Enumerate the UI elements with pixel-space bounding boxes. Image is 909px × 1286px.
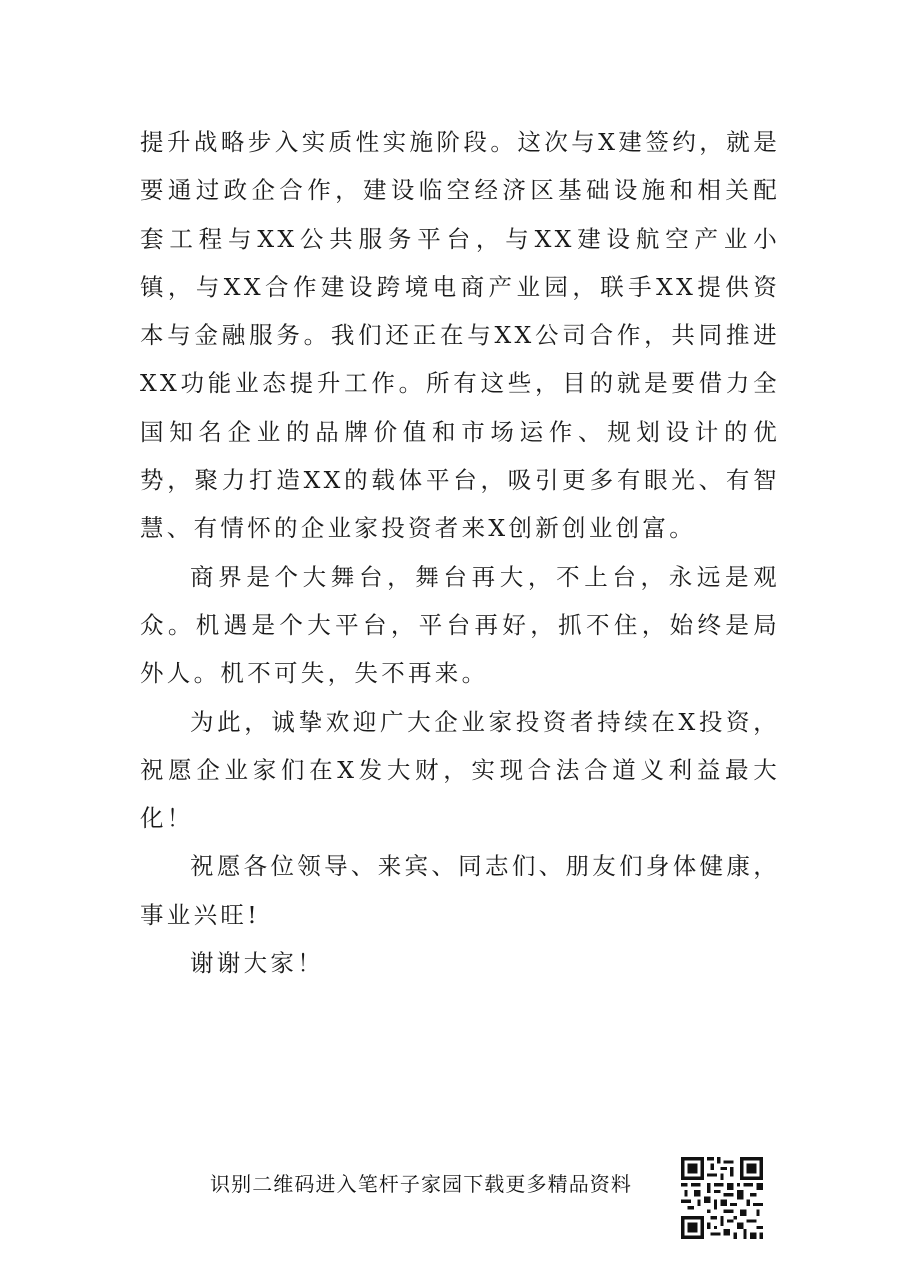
footer xyxy=(0,1150,909,1260)
document-body xyxy=(140,118,780,987)
paragraph-opportunity: 商界是个大舞台，舞台再大，不上台，永远是观众。机遇是个大平台，平台再好，抓不住，始终是局外人。机不可失，失不再来。 xyxy=(140,562,780,688)
paragraph-thanks: 谢谢大家！ xyxy=(190,949,324,978)
paragraph-welcome: 为此，诚挚欢迎广大企业家投资者持续在X投资，祝愿企业家们在X发大财，实现合法合道义利益最大化！ xyxy=(140,707,780,833)
paragraph-wishes: 祝愿各位领导、来宾、同志们、朋友们身体健康，事业兴旺! xyxy=(140,852,780,929)
qr-code-icon[interactable] xyxy=(681,1157,763,1239)
footer-promo-text: 识别二维码进入笔杆子家园下载更多精品资料 xyxy=(210,1172,632,1196)
paragraph-continued: 提升战略步入实质性实施阶段。这次与X建签约，就是要通过政企合作，建设临空经济区基础设施和相关配套工程与XX公共服务平台，与XX建设航空产业小镇，与XX合作建设跨境电商产业园，联手XX提供资本与金融服务。我们还正在与XX公司合作，共同推进XX功能业态提升工作。所有这些，目的就是要借力全国知名企业的品牌价值和市场运作、规划设计的优势，聚力打造XX的载体平台，吸引更多有眼光、有智慧、有情怀的企业家投资者来X创新创业创富。 xyxy=(140,128,780,543)
